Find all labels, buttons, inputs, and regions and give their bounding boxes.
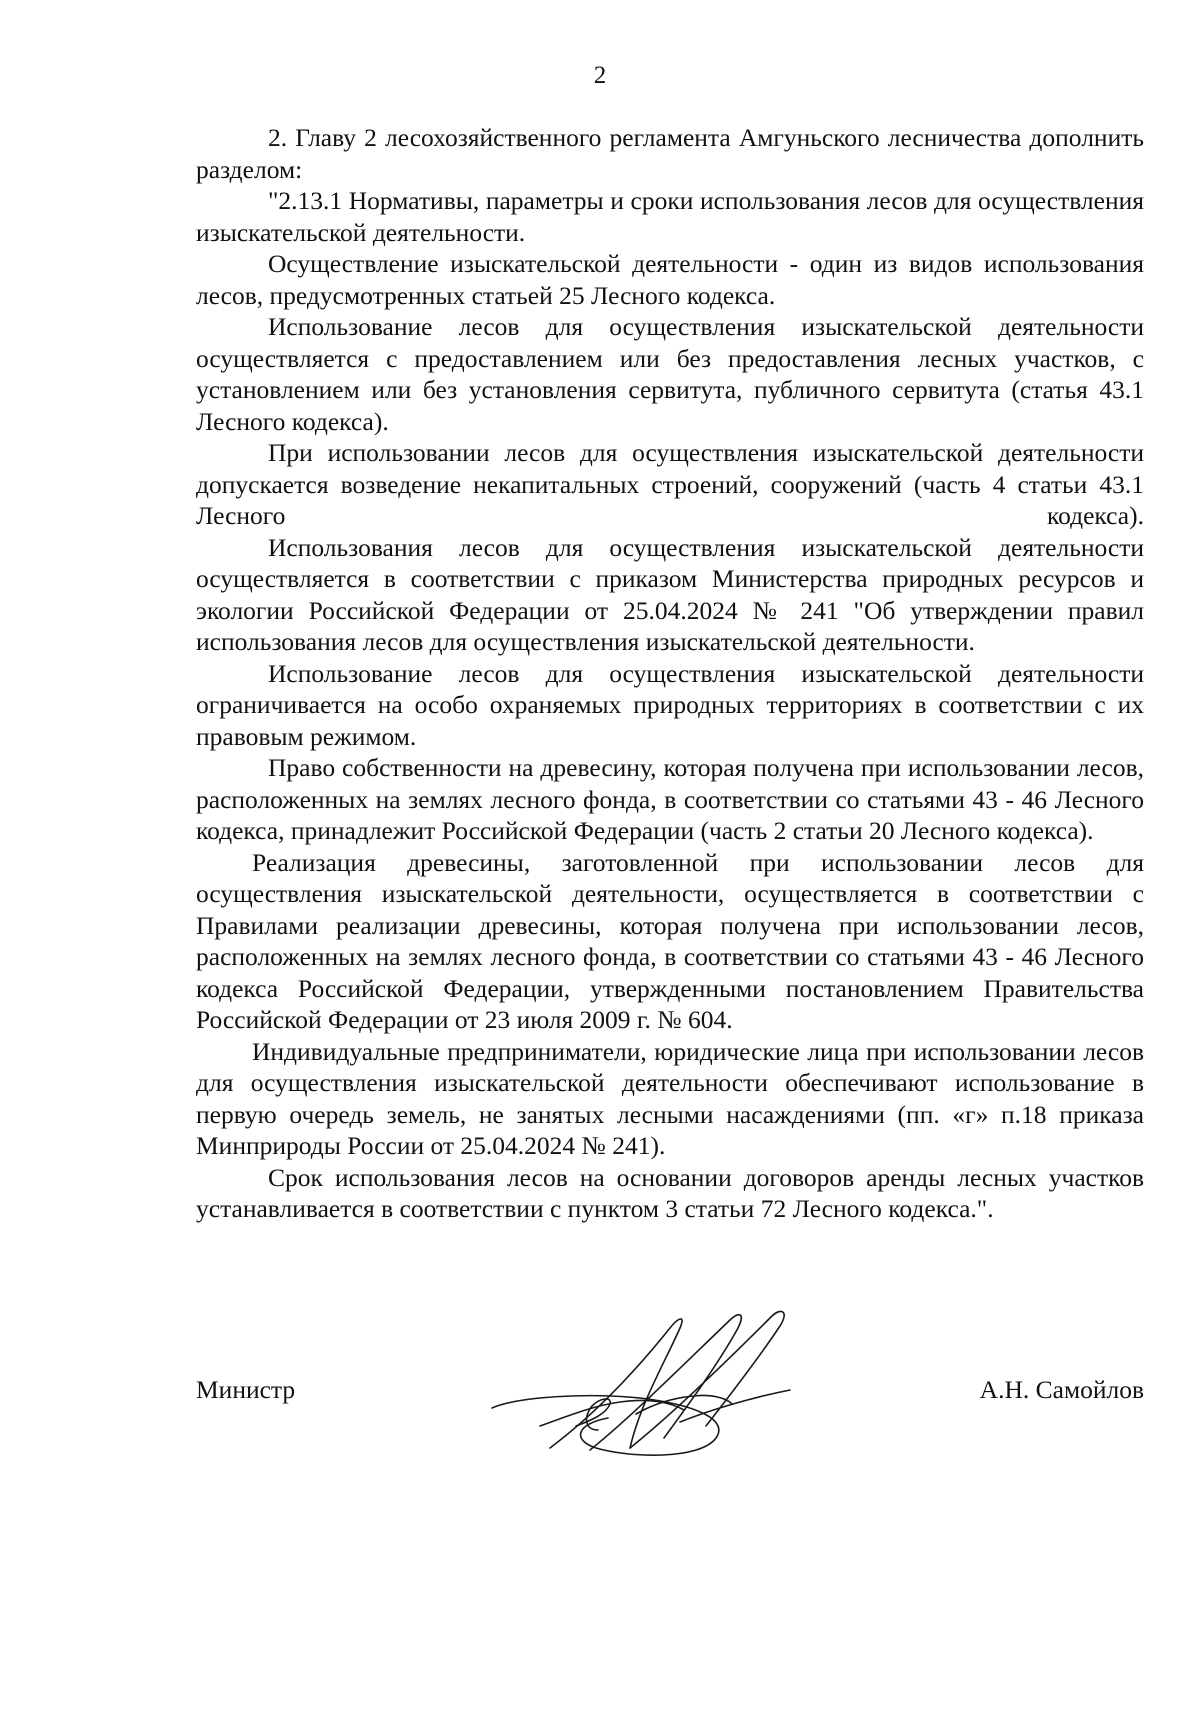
- paragraph-entrepreneurs: Индивидуальные предприниматели, юридические лица при использовании лесов для осуществления изыскательской деятельности обеспечивают использование в первую очередь земель, не занятых лесными насаждениями (пп. «г» п.18 приказа Минприроды России от 25.04.2024 № 241).: [196, 1036, 1144, 1160]
- paragraph-section-title: "2.13.1 Нормативы, параметры и сроки использования лесов для осуществления изыскательской деятельности.: [196, 186, 1144, 247]
- paragraph-protected-areas: Использование лесов для осуществления изыскательской деятельности ограничивается на особо охраняемых природных территориях в соответствии с их правовым режимом.: [196, 658, 1144, 751]
- paragraph-land-plots: Использование лесов для осуществления изыскательской деятельности осуществляется с предоставлением или без предоставления лесных участков, с установлением или без установления сервитута, публичного сервитута (статья 43.1 Лесного кодекса).: [196, 312, 1144, 436]
- paragraph-timber-sale: Реализация древесины, заготовленной при использовании лесов для осуществления изыскательской деятельности, осуществляется в соответствии с Правилами реализации древесины, которая получена при использовании лесов, расположенных на землях лесного фонда, в соответствии со статьями 43 - 46 Лесного кодекса Российской Федерации, утвержденными постановлением Правительства Российской Федерации от 23 июля 2009 г. № 604.: [196, 847, 1144, 1034]
- page-number: 2: [593, 62, 607, 89]
- paragraph-amendment: 2. Главу 2 лесохозяйственного регламента Амгуньского лесничества дополнить разделом:: [196, 123, 1144, 184]
- paragraph-lease-term: Срок использования лесов на основании договоров аренды лесных участков устанавливается в соответствии с пунктом 3 статьи 72 Лесного кодекса.".: [196, 1162, 1144, 1223]
- signature-block: [196, 1374, 1144, 1414]
- paragraph-temporary-structures: При использовании лесов для осуществления изыскательской деятельности допускается возведение некапитальных строений, сооружений (часть 4 статьи 43.1 Лесного кодекса).: [196, 438, 1144, 530]
- signer-title: Министр: [196, 1375, 296, 1404]
- paragraph-activity-definition: Осуществление изыскательской деятельности - один из видов использования лесов, предусмотренных статьей 25 Лесного кодекса.: [196, 249, 1144, 310]
- document-body: [196, 122, 1144, 1225]
- paragraph-ministry-order: Использования лесов для осуществления изыскательской деятельности осуществляется в соответствии с приказом Министерства природных ресурсов и экологии Российской Федерации от 25.04.2024 № 241 "Об утверждении правил использования лесов для осуществления изыскательской деятельности.: [196, 532, 1144, 656]
- paragraph-timber-ownership: Право собственности на древесину, которая получена при использовании лесов, расположенных на землях лесного фонда, в соответствии со статьями 43 - 46 Лесного кодекса, принадлежит Российской Федерации (часть 2 статьи 20 Лесного кодекса).: [196, 753, 1144, 845]
- signer-name: А.Н. Самойлов: [979, 1375, 1144, 1404]
